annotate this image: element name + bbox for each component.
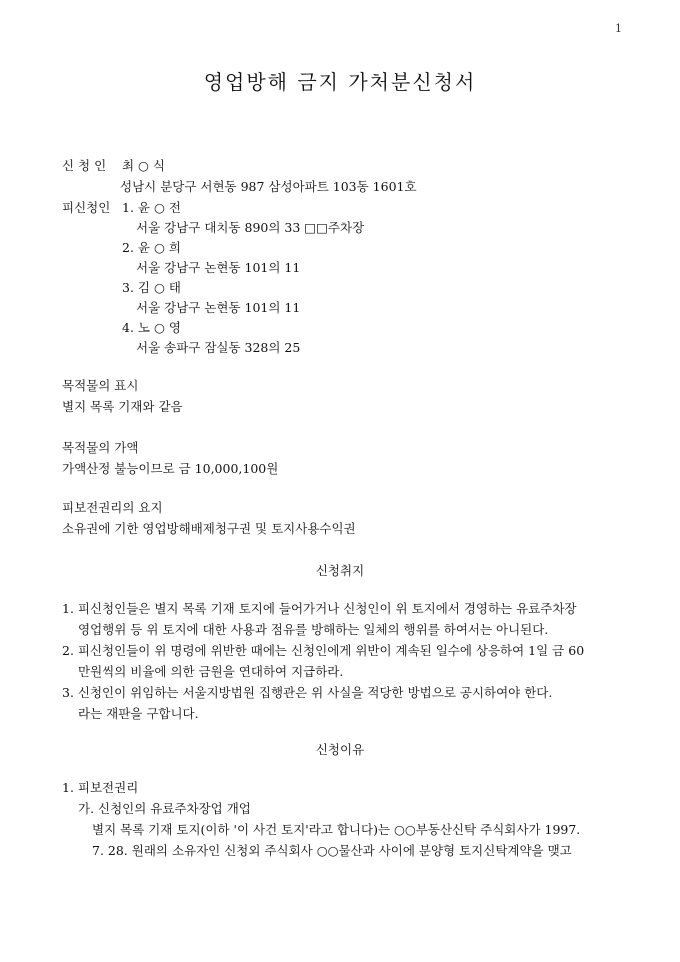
document-title: 영업방해 금지 가처분신청서	[203, 70, 477, 94]
protected-right-text: 소유권에 기한 영업방해배제청구권 및 토지사용수익권	[62, 521, 356, 536]
applicant-name: 최 ○ 식	[122, 158, 166, 173]
purpose-heading: 신청취지	[315, 563, 365, 578]
applicant-address: 성남시 분당구 서현동 987 삼성아파트 103동 1601호	[120, 179, 417, 194]
respondent-row-1	[62, 200, 181, 216]
respondent-name: 4. 노 ○ 영	[122, 320, 181, 335]
object-display-text: 별지 목록 기재와 같음	[62, 399, 183, 414]
purpose-line: 라는 재판을 구합니다.	[78, 706, 199, 721]
respondent-address: 서울 강남구 논현동 101의 11	[136, 260, 301, 275]
respondents-label: 피신청인	[62, 200, 111, 215]
reason-line: 별지 목록 기재 토지(이하 '이 사건 토지'라고 합니다)는 ○○부동산신탁 주식회사가 1997.	[92, 822, 581, 837]
respondent-address: 서울 강남구 대치동 890의 33 □□주차장	[136, 220, 365, 235]
protected-right-heading: 피보전권리의 요지	[62, 500, 163, 515]
respondent-name: 1. 윤 ○ 전	[122, 200, 181, 215]
purpose-line: 3. 신청인이 위임하는 서울지방법원 집행관은 위 사실을 적당한 방법으로 공시하여야 한다.	[62, 685, 553, 700]
purpose-line: 영업행위 등 위 토지에 대한 사용과 점유를 방해하는 일체의 행위를 하여서는 아니된다.	[78, 622, 549, 637]
object-value-text: 가액산정 불능이므로 금 10,000,100원	[62, 461, 279, 476]
object-value-heading: 목적물의 가액	[62, 440, 139, 455]
reason-line: 7. 28. 원래의 소유자인 신청외 주식회사 ○○물산과 사이에 분양형 토지신탁계약을 맺고	[92, 843, 572, 858]
object-display-heading: 목적물의 표시	[62, 378, 139, 393]
page-number: 1	[615, 22, 622, 35]
purpose-line: 만원씩의 비율에 의한 금원을 연대하여 지급하라.	[78, 664, 344, 679]
purpose-line: 2. 피신청인들이 위 명령에 위반한 때에는 신청인에게 위반이 계속된 일수에 상응하여 1일 금 60	[62, 643, 585, 658]
applicant-label: 신 청 인	[62, 158, 107, 173]
purpose-line: 1. 피신청인들은 별지 목록 기재 토지에 들어가거나 신청인이 위 토지에서 경영하는 유료주차장	[62, 601, 577, 616]
reason-subsection: 가. 신청인의 유료주차장업 개업	[78, 801, 251, 816]
respondent-name: 3. 김 ○ 태	[122, 280, 181, 295]
applicant-row	[62, 158, 165, 174]
respondent-name: 2. 윤 ○ 희	[122, 240, 181, 255]
reason-heading: 신청이유	[315, 742, 365, 757]
respondent-address: 서울 송파구 잠실동 328의 25	[136, 340, 301, 355]
reason-section: 1. 피보전권리	[62, 780, 139, 795]
respondent-address: 서울 강남구 논현동 101의 11	[136, 300, 301, 315]
